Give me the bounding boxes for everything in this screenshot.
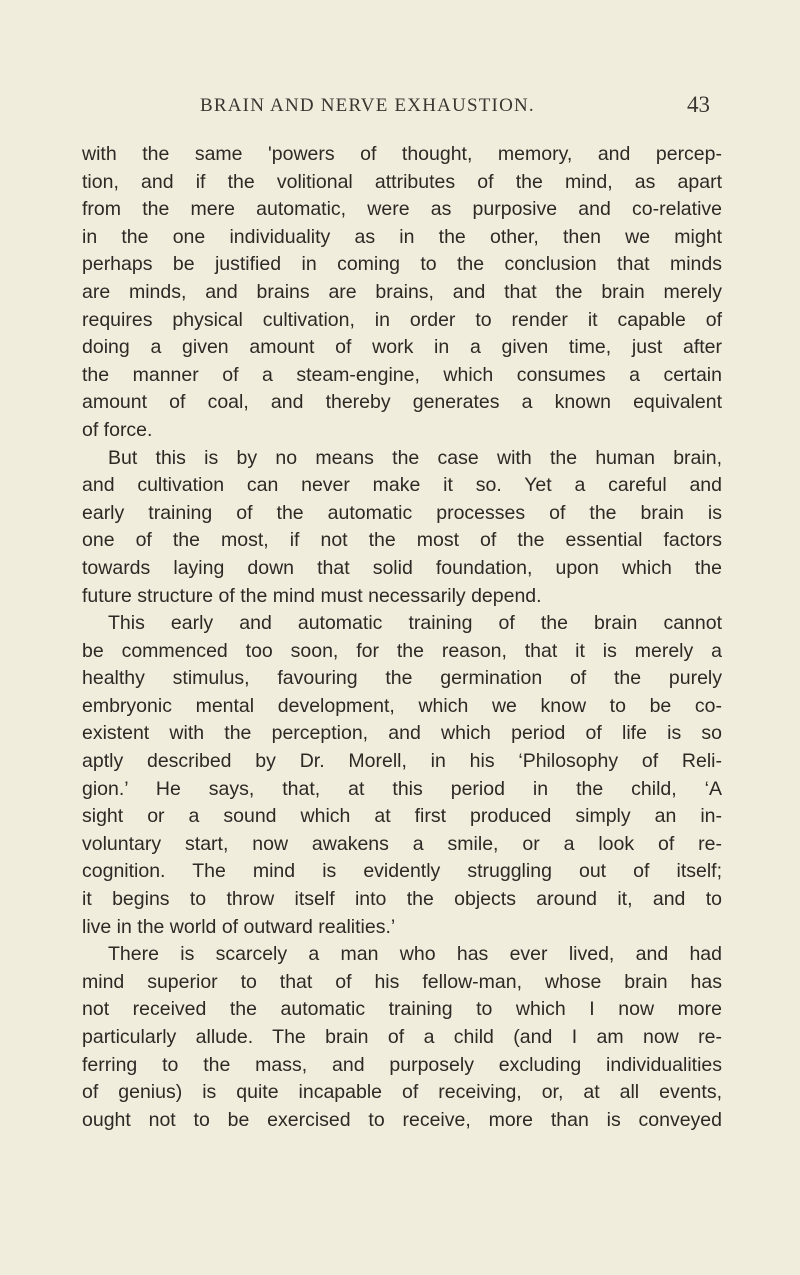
text-line: in the one individuality as in the other, then we might	[82, 225, 722, 248]
text-line: of force.	[82, 418, 153, 441]
text-line: early training of the automatic processes of the brain is	[82, 501, 722, 524]
text-line: are minds, and brains are brains, and that the brain merely	[82, 280, 722, 303]
text-line: with the same 'powers of thought, memory, and percep-	[82, 143, 722, 165]
text-line: cognition. The mind is evidently struggling out of itself;	[82, 860, 722, 883]
text-line: one of the most, if not the most of the essential factors	[82, 529, 722, 552]
text-line: voluntary start, now awakens a smile, or a look of re-	[82, 832, 722, 855]
text-line: sight or a sound which at first produced simply an in-	[82, 805, 722, 828]
page-number: 43	[687, 92, 710, 117]
text-line: There is scarcely a man who has ever lived, and had	[108, 943, 722, 966]
text-line: from the mere automatic, were as purposive and co-relative	[82, 198, 722, 221]
text-line: the manner of a steam-engine, which consumes a certain	[82, 363, 722, 386]
text-line: tion, and if the volitional attributes of the mind, as apart	[82, 170, 722, 193]
text-line: ought not to be exercised to receive, more than is conveyed	[82, 1108, 722, 1131]
text-line: gion.’ He says, that, at this period in the child, ‘A	[82, 777, 722, 800]
text-line: mind superior to that of his fellow-man, whose brain has	[82, 970, 722, 993]
text-line: amount of coal, and thereby generates a known equivalent	[82, 391, 722, 414]
text-line: This early and automatic training of the brain cannot	[108, 612, 722, 635]
text-line: towards laying down that solid foundation, upon which the	[82, 556, 722, 579]
text-line: particularly allude. The brain of a child (and I am now re-	[82, 1026, 722, 1048]
text-line: existent with the perception, and which period of life is so	[82, 722, 722, 745]
text-line: live in the world of outward realities.’	[82, 915, 396, 938]
text-line: be commenced too soon, for the reason, that it is merely a	[82, 639, 722, 662]
text-line: of genius) is quite incapable of receiving, or, at all events,	[82, 1081, 722, 1104]
text-line: not received the automatic training to which I now more	[82, 998, 722, 1021]
text-line: ferring to the mass, and purposely excluding individualities	[82, 1053, 722, 1076]
text-line: But this is by no means the case with the human brain,	[108, 446, 722, 469]
text-line: and cultivation can never make it so. Yet a careful and	[82, 474, 722, 497]
body-text	[82, 141, 722, 1134]
text-line: perhaps be justified in coming to the conclusion that minds	[82, 253, 722, 276]
text-line: embryonic mental development, which we know to be co-	[82, 694, 722, 717]
running-title: BRAIN AND NERVE EXHAUSTION.	[200, 95, 535, 116]
text-line: requires physical cultivation, in order to render it capable of	[82, 308, 722, 331]
text-line: healthy stimulus, favouring the germination of the purely	[82, 667, 722, 690]
text-line: future structure of the mind must necessarily depend.	[82, 584, 542, 607]
page-header	[70, 92, 710, 135]
text-line: doing a given amount of work in a given time, just after	[82, 336, 722, 359]
text-line: aptly described by Dr. Morell, in his ‘Philosophy of Reli-	[82, 750, 722, 773]
text-line: it begins to throw itself into the objects around it, and to	[82, 888, 722, 911]
